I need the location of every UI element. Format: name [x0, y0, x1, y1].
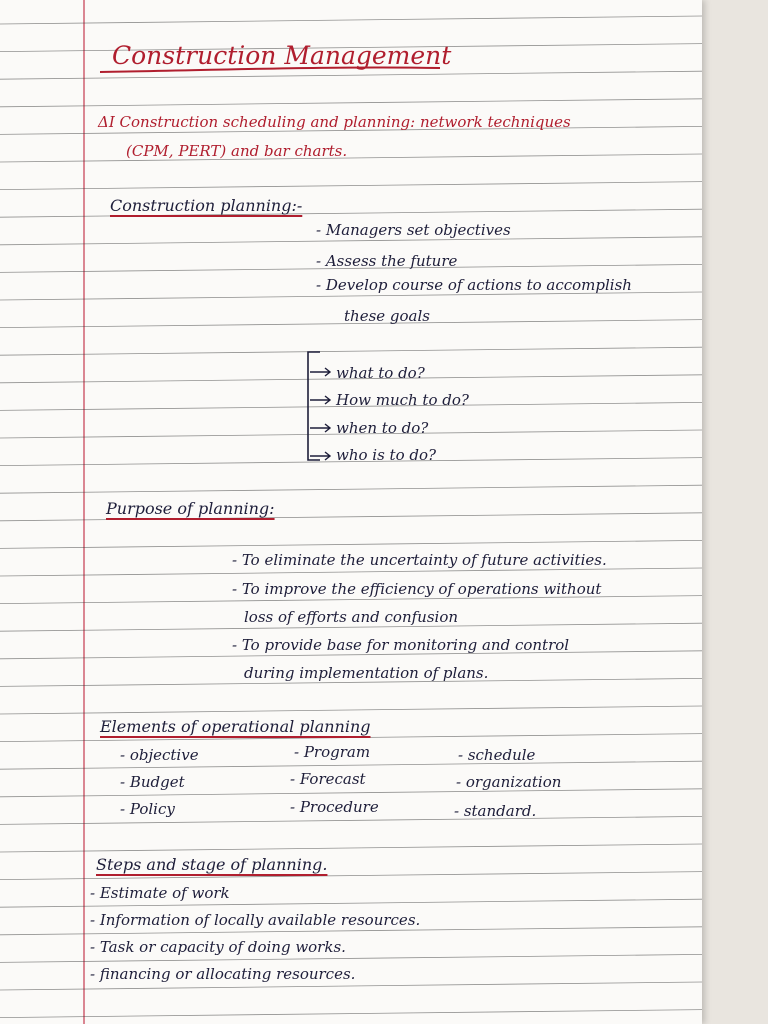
step-item: - financing or allocating resources.: [90, 965, 356, 983]
page-title: Construction Management: [112, 41, 452, 70]
step-item: - Task or capacity of doing works.: [90, 938, 346, 956]
brace-arrow: [310, 368, 330, 376]
purpose-item: loss of efforts and confusion: [244, 608, 459, 626]
planning-heading: Construction planning:-: [110, 196, 303, 215]
intro-line-2: (CPM, PERT) and bar charts.: [126, 142, 348, 160]
step-item: - Estimate of work: [90, 884, 230, 902]
element-item: - objective: [120, 746, 199, 764]
purpose-heading: Purpose of planning:: [106, 499, 275, 518]
purpose-item: - To provide base for monitoring and control: [232, 636, 570, 654]
planning-item: - Managers set objectives: [316, 221, 511, 239]
step-item: - Information of locally available resources.: [90, 911, 421, 929]
element-item: - Policy: [120, 800, 175, 818]
brace-arrow: [310, 452, 330, 460]
element-item: - Budget: [120, 773, 185, 791]
brace-arrow: [310, 396, 330, 404]
purpose-item: - To improve the efficiency of operations without: [232, 580, 602, 598]
element-item: - schedule: [458, 746, 536, 764]
elements-heading: Elements of operational planning: [100, 717, 371, 736]
planning-item: - Assess the future: [316, 252, 458, 270]
brace-line: [308, 352, 320, 460]
question-item: when to do?: [336, 419, 429, 437]
element-item: - organization: [456, 773, 562, 791]
intro-line-1: ΔΙ Construction scheduling and planning: network techniques: [98, 113, 571, 131]
element-item: - standard.: [454, 802, 537, 820]
purpose-item: during implementation of plans.: [244, 664, 489, 682]
question-item: who is to do?: [336, 446, 437, 464]
element-item: - Program: [294, 743, 371, 761]
purpose-item: - To eliminate the uncertainty of future activities.: [232, 551, 607, 569]
planning-item: these goals: [344, 307, 430, 325]
question-item: How much to do?: [336, 391, 469, 409]
element-item: - Procedure: [290, 798, 379, 816]
brace-arrow: [310, 424, 330, 432]
planning-item: - Develop course of actions to accomplish: [316, 276, 632, 294]
steps-heading: Steps and stage of planning.: [96, 855, 328, 874]
element-item: - Forecast: [290, 770, 366, 788]
question-item: what to do?: [336, 364, 425, 382]
